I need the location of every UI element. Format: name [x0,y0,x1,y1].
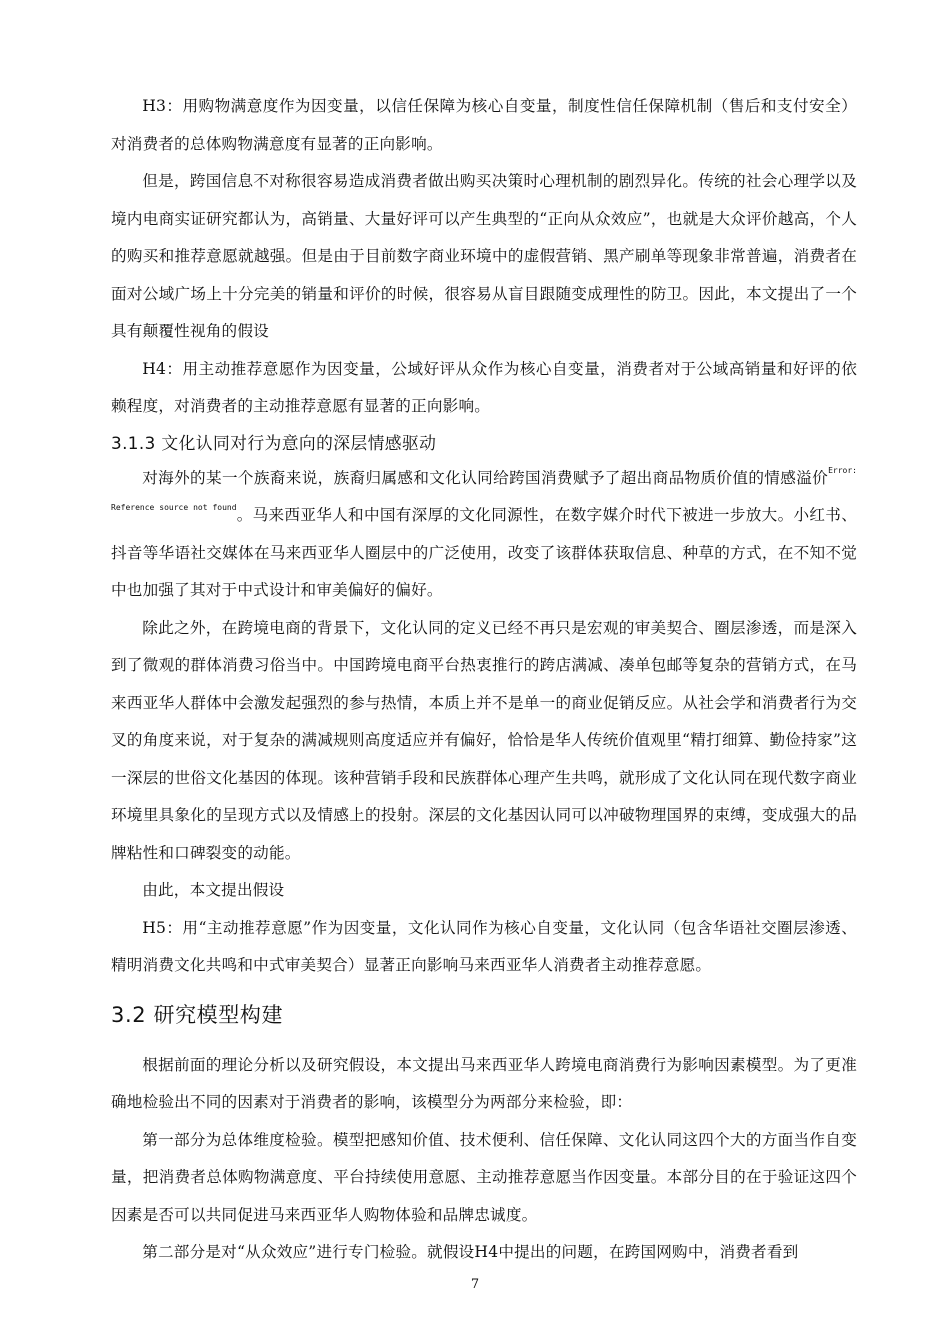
reference-error-marker: Error: Reference source not found [111,465,857,512]
paragraph-consumption-customs: 除此之外，在跨境电商的背景下，文化认同的定义已经不再只是宏观的审美契合、圈层渗透，而是深入到了微观的群体消费习俗当中。中国跨境电商平台热衷推行的跨店满减、凑单包邮等复杂的营销方式，在马来西亚华人群体中会激发起强烈的参与热情，本质上并不是单一的商业促销反应。从社会学和消费者行为交叉的角度来说，对于复杂的满减规则高度适应并有偏好，恰恰是华人传统价值观里“精打细算、勤俭持家”这一深层的世俗文化基因的体现。该种营销手段和民族群体心理产生共鸣，就形成了文化认同在现代数字商业环境里具象化的呈现方式以及情感上的投射。深层的文化基因认同可以冲破物理国界的束缚，变成强大的品牌粘性和口碑裂变的动能。 [111,618,857,862]
page-number: 7 [470,1277,480,1292]
paragraph-text: 。马来西亚华人和中国有深厚的文化同源性，在数字媒介时代下被进一步放大。小红书、抖音等华语社交媒体在马来西亚华人圈层中的广泛使用，改变了该群体获取信息、种草的方式，在不知不觉中也加强了其对于中式设计和审美偏好的偏好。 [111,506,857,599]
subsection-heading-3-1-3: 3.1.3 文化认同对行为意向的深层情感驱动 [111,432,437,453]
paragraph-text: 对海外的某一个族裔来说，族裔归属感和文化认同给跨国消费赋予了超出商品物质价值的情感溢价 [142,468,829,487]
page-body [111,88,857,1272]
paragraph-hypothesis-intro: 由此，本文提出假设 [142,881,285,899]
hypothesis-h3: H3：用购物满意度作为因变量，以信任保障为核心自变量，制度性信任保障机制（售后和支付安全）对消费者的总体购物满意度有显著的正向影响。 [111,97,857,153]
hypothesis-h5: H5：用“主动推荐意愿”作为因变量，文化认同作为核心自变量，文化认同（包含华语社交圈层渗透、精明消费文化共鸣和中式审美契合）显著正向影响马来西亚华人消费者主动推荐意愿。 [111,918,857,974]
paragraph-herd-effect: 但是，跨国信息不对称很容易造成消费者做出购买决策时心理机制的剧烈异化。传统的社会心理学以及境内电商实证研究都认为，高销量、大量好评可以产生典型的“正向从众效应”，也就是大众评价越高，个人的购买和推荐意愿就越强。但是由于目前数字商业环境中的虚假营销、黑产刷单等现象非常普遍，消费者在面对公域广场上十分完美的销量和评价的时候，很容易从盲目跟随变成理性的防卫。因此，本文提出了一个具有颠覆性视角的假设 [111,172,857,340]
paragraph-model-intro: 根据前面的理论分析以及研究假设，本文提出马来西亚华人跨境电商消费行为影响因素模型。为了更准确地检验出不同的因素对于消费者的影响，该模型分为两部分来检验，即： [111,1055,857,1111]
section-heading-3-2: 3.2 研究模型构建 [111,1002,284,1027]
paragraph-model-part-one: 第一部分为总体维度检验。模型把感知价值、技术便利、信任保障、文化认同这四个大的方面当作自变量，把消费者总体购物满意度、平台持续使用意愿、主动推荐意愿当作因变量。本部分目的在于验证这四个因素是否可以共同促进马来西亚华人购物体验和品牌忠诚度。 [111,1130,857,1224]
paragraph-cultural-identity [111,460,857,610]
paragraph-model-part-two: 第二部分是对“从众效应”进行专门检验。就假设H4中提出的问题，在跨国网购中，消费者看到 [142,1243,799,1261]
hypothesis-h4: H4：用主动推荐意愿作为因变量，公域好评从众作为核心自变量，消费者对于公域高销量和好评的依赖程度，对消费者的主动推荐意愿有显著的正向影响。 [111,359,857,415]
